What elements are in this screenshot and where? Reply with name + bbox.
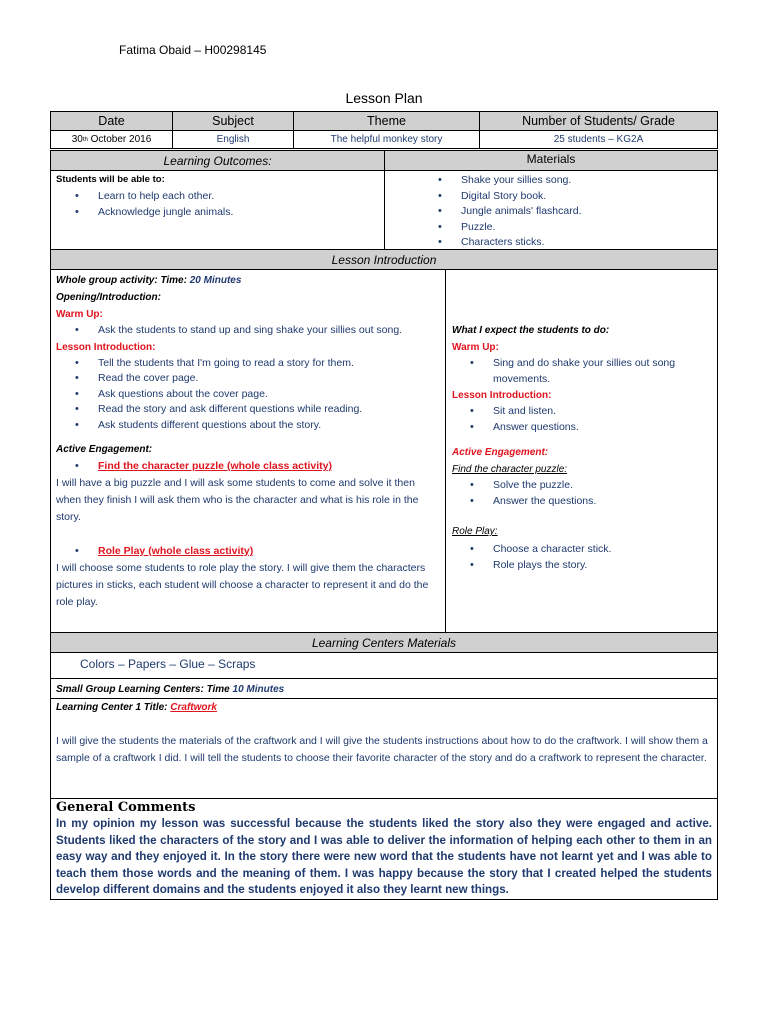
lesson-intro-header: Lesson Introduction: [50, 249, 718, 270]
roleplay-list-right: [446, 542, 717, 573]
intro-label-right: Lesson Introduction:: [452, 390, 552, 401]
outcomes-materials-header: [50, 150, 718, 171]
list-item: • Sing and do shake your sillies out song movements.: [446, 356, 711, 387]
puzzle-list-right: [446, 478, 717, 509]
center1-line: [56, 699, 717, 716]
students-value: 25 students – KG2A: [553, 134, 644, 145]
date-value: [51, 131, 173, 148]
small-group-time: 10 Minutes: [232, 684, 285, 695]
list-item: • Puzzle.: [414, 220, 717, 236]
intro-label: Lesson Introduction:: [56, 341, 156, 353]
values-row: [50, 130, 718, 149]
theme-header: Theme: [294, 112, 480, 130]
list-item: • Jungle animals' flashcard.: [414, 204, 717, 220]
students-column: [446, 270, 717, 632]
center1-label: Learning Center 1 Title:: [56, 702, 171, 713]
general-comments: [50, 798, 718, 900]
center1-text: I will give the students the materials of the craftwork and I will give the students instructions about how to do the craftwork. I will show them a sample of a craftwork I did. I will tell the students to choose their favorite character of the story and do a craftwork to represent the character.: [56, 735, 708, 764]
theme-value: The helpful monkey story: [294, 131, 480, 148]
list-item: • Acknowledge jungle animals.: [51, 205, 384, 221]
puzzle-title: Find the character puzzle (whole class activity): [98, 460, 332, 472]
warmup-list-right: [446, 356, 711, 387]
subject-header: Subject: [173, 112, 294, 130]
outcomes-title: Learning Outcomes:: [51, 151, 385, 170]
list-item: • Answer questions.: [446, 420, 717, 436]
list-item: • Solve the puzzle.: [446, 478, 717, 494]
materials-cell: [385, 171, 717, 249]
date-rest: October 2016: [87, 134, 152, 145]
centers-materials-line: Colors – Papers – Glue – Scraps: [80, 657, 256, 671]
list-item: • Answer the questions.: [446, 494, 717, 510]
date-suffix: th: [82, 136, 88, 143]
materials-list: [414, 173, 717, 251]
list-item: • Ask the students to stand up and sing shake your sillies out song.: [51, 323, 411, 339]
subject-value: English: [173, 131, 294, 148]
list-item: • Shake your sillies song.: [414, 173, 717, 189]
outcomes-list: [51, 189, 384, 220]
warmup-list: [51, 323, 411, 339]
list-item: [51, 458, 445, 475]
centers-materials-row: [50, 652, 718, 679]
center1-title: Craftwork: [170, 702, 217, 713]
puzzle-heading-list: [51, 458, 445, 475]
materials-title: Materials: [526, 152, 576, 166]
warmup-label: Warm Up:: [56, 309, 103, 320]
roleplay-label-right: Role Play:: [452, 526, 498, 537]
intro-list: [51, 356, 445, 434]
outcomes-intro: Students will be able to:: [56, 174, 165, 185]
activity-label: Whole group activity: Time:: [56, 275, 190, 286]
roleplay-title: Role Play (whole class activity): [98, 545, 254, 557]
date-header: Date: [51, 112, 173, 130]
list-item: • Read the story and ask different questions while reading.: [51, 402, 445, 418]
list-item: [51, 543, 445, 560]
whole-group-activity: [56, 272, 445, 289]
page-title: Lesson Plan: [345, 90, 423, 106]
engagement-label-right: Active Engagement:: [452, 447, 549, 458]
list-item: • Read the cover page.: [51, 371, 445, 387]
list-item: • Sit and listen.: [446, 404, 717, 420]
comments-text: In my opinion my lesson was successful because the students liked the story also they were engaged and active. Students liked the characters of the story and I was able to deliver the information of helping each other to them in an easy way and they enjoyed it. In the story there were new word that the students have not learnt yet and I was able to teach them those words and the meaning of them. I was happy because the story that I created helped the students develop different domains and the students enjoyed it also they learnt new things.: [56, 817, 712, 896]
puzzle-text: I will have a big puzzle and I will ask some students to come and solve it then when they finish I will ask them who is the character and what is his role in the story.: [56, 477, 419, 523]
date-day: 30: [71, 134, 83, 145]
author-name: Fatima Obaid – H00298145: [119, 43, 267, 57]
roleplay-heading-list: [51, 543, 445, 560]
centers-header: Learning Centers Materials: [50, 632, 718, 653]
engagement-label: Active Engagement:: [56, 444, 153, 455]
outcomes-cell: [51, 171, 385, 249]
teacher-column: [51, 270, 446, 632]
students-header: Number of Students/ Grade: [522, 114, 675, 128]
list-item: • Learn to help each other.: [51, 189, 384, 205]
small-group-label: Small Group Learning Centers: Time: [56, 684, 233, 695]
roleplay-text: I will choose some students to role play the story. I will give them the characters pictures in sticks, each student will choose a character to represent it and do the role play.: [56, 562, 429, 608]
puzzle-label-right: Find the character puzzle:: [452, 464, 568, 475]
list-item: • Ask questions about the cover page.: [51, 387, 445, 403]
small-group-line: [56, 681, 717, 698]
list-item: • Role plays the story.: [446, 558, 717, 574]
comments-title: General Comments: [56, 800, 196, 815]
learning-center-1: [50, 698, 718, 799]
list-item: • Tell the students that I'm going to read a story for them.: [51, 356, 445, 372]
outcomes-materials-body: [50, 170, 718, 250]
warmup-label-right: Warm Up:: [452, 342, 499, 353]
header-row: [50, 111, 718, 131]
intro-list-right: [446, 404, 717, 435]
activity-time: 20 Minutes: [189, 275, 242, 286]
list-item: • Characters sticks.: [414, 235, 717, 251]
list-item: • Choose a character stick.: [446, 542, 717, 558]
list-item: • Ask students different questions about the story.: [51, 418, 445, 434]
expect-label: What I expect the students to do:: [452, 325, 610, 336]
lesson-intro-body: [50, 269, 718, 633]
list-item: • Digital Story book.: [414, 189, 717, 205]
small-group-row: [50, 678, 718, 699]
opening-label: Opening/Introduction:: [56, 292, 161, 303]
